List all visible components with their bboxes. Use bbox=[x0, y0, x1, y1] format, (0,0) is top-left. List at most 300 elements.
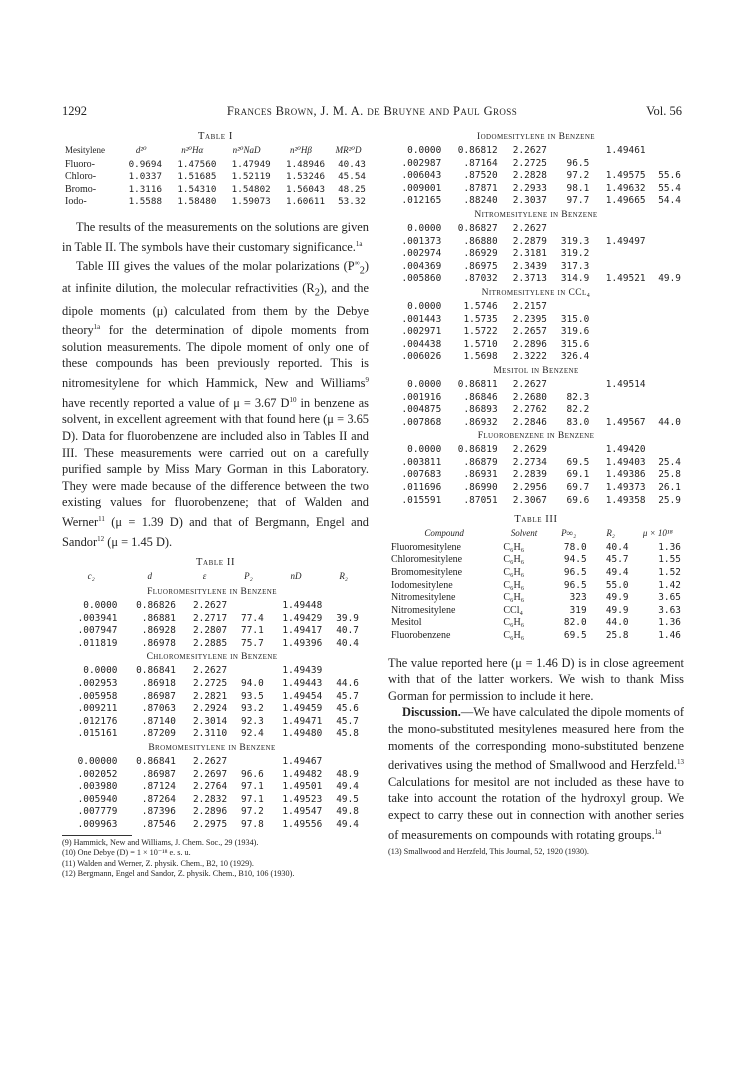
footnote-left-item: (11) Walden and Werner, Z. physik. Chem., B2, 10 (1929). bbox=[62, 858, 254, 868]
table2-cell bbox=[592, 301, 648, 314]
table2-cell bbox=[649, 404, 684, 417]
table2-cell: 55.6 bbox=[658, 170, 681, 182]
left-column bbox=[62, 130, 369, 880]
table1-cell: Chloro- bbox=[65, 171, 97, 183]
page-number: 1292 bbox=[62, 104, 87, 118]
table2-cell bbox=[592, 158, 648, 171]
table1-column-header: n²⁰Hα bbox=[181, 145, 204, 155]
table3-row bbox=[388, 592, 684, 605]
running-title: Frances Brown, J. M. A. de Bruyne and Paul Gross bbox=[226, 104, 518, 118]
table2-cell bbox=[592, 392, 648, 405]
table2-row bbox=[62, 678, 362, 691]
table3-cell: 1.52 bbox=[658, 567, 681, 579]
table2-cell: 2.2627 bbox=[192, 756, 228, 767]
table2-cell bbox=[592, 339, 648, 352]
table2-column-header: P₂ bbox=[244, 571, 253, 582]
table2-cell bbox=[592, 223, 648, 236]
table3-cell: 82.0 bbox=[563, 617, 587, 629]
table2-cell: 2.2395 bbox=[512, 313, 547, 325]
table2-row bbox=[388, 351, 684, 364]
table2-cell: 2.3439 bbox=[512, 260, 547, 272]
table2-group-row bbox=[62, 741, 362, 756]
table2-cell bbox=[649, 339, 684, 352]
table3-row bbox=[388, 580, 684, 593]
table2-cell: 69.1 bbox=[566, 469, 590, 481]
table2-cell: 2.2725 bbox=[192, 678, 228, 690]
table2-cell bbox=[592, 248, 648, 261]
table2-cell: .86990 bbox=[463, 482, 498, 494]
table2-cell: 1.49443 bbox=[282, 678, 323, 690]
table2-cell: .005958 bbox=[77, 690, 118, 702]
page-header bbox=[62, 104, 682, 122]
table2-cell: 1.49459 bbox=[282, 703, 323, 715]
footnote-13: (13) Smallwood and Herzfeld, This Journal, 52, 1920 (1930). bbox=[388, 847, 589, 857]
table2-group-title: Nitromesitylene in CCl₄ bbox=[481, 287, 591, 298]
results-paragraph: The results of the measurements on the solutions are given in Table II. The symbols have their customary significance.$^{1a}$ bbox=[62, 219, 369, 254]
table2-cell: .86929 bbox=[463, 248, 498, 260]
table2-cell: 315.0 bbox=[560, 313, 590, 325]
right-column bbox=[388, 130, 684, 858]
table2-cell bbox=[649, 314, 684, 327]
table2-cell: .009211 bbox=[77, 703, 118, 715]
table2-row bbox=[62, 691, 362, 704]
table2-cell bbox=[550, 444, 592, 457]
table3-row bbox=[388, 605, 684, 618]
table1 bbox=[62, 144, 369, 209]
table2-cell: 2.2627 bbox=[512, 222, 547, 234]
table2-cell: 2.2879 bbox=[512, 235, 547, 247]
table2-group-row bbox=[62, 650, 362, 665]
table2-cell: 2.2975 bbox=[192, 818, 228, 830]
table2-cell bbox=[649, 145, 684, 158]
table2-cell: 2.2896 bbox=[192, 806, 228, 818]
table2-cell: 1.49420 bbox=[605, 444, 646, 456]
table2-cell: 1.49373 bbox=[605, 482, 646, 494]
table2-cell bbox=[550, 223, 592, 236]
table2-cell: .001443 bbox=[401, 313, 442, 325]
table2-cell: 2.3181 bbox=[512, 248, 547, 260]
table2-cell: .86846 bbox=[463, 391, 498, 403]
table2-cell: 2.2680 bbox=[512, 391, 547, 403]
table3-column-header: Compound bbox=[424, 528, 464, 539]
table3-cell: 49.4 bbox=[605, 567, 629, 579]
table2-row bbox=[62, 769, 362, 782]
table2-cell bbox=[649, 236, 684, 249]
table2-cell: 1.49396 bbox=[282, 637, 323, 649]
table2-cell: 1.49514 bbox=[605, 378, 646, 390]
table2-cell bbox=[592, 314, 648, 327]
table2-row bbox=[62, 806, 362, 819]
table2-cell bbox=[550, 379, 592, 392]
table3-cell: 1.42 bbox=[658, 579, 681, 591]
table2-cell: 69.7 bbox=[566, 482, 590, 494]
table2-cell bbox=[230, 756, 267, 769]
table2-row bbox=[388, 145, 684, 158]
table2-cell: 2.2725 bbox=[512, 157, 547, 169]
footnote-left-item: (10) One Debye (D) = 1 × 10⁻¹⁸ e. s. u. bbox=[62, 848, 191, 858]
table2-cell: 1.49497 bbox=[605, 235, 646, 247]
table2-cell: 0.86811 bbox=[457, 378, 498, 390]
table2-cell: .007947 bbox=[77, 625, 118, 637]
table2-row bbox=[62, 703, 362, 716]
table2-cell: 2.2821 bbox=[192, 690, 228, 702]
table2-cell: 1.49417 bbox=[282, 625, 323, 637]
table2-cell: 45.7 bbox=[336, 715, 359, 727]
table2-cell: 2.2157 bbox=[512, 300, 547, 312]
table2-cell: .86879 bbox=[463, 456, 498, 468]
table2-cell: 2.2627 bbox=[512, 378, 547, 390]
table2-cell: 0.00000 bbox=[77, 756, 118, 767]
table3-cell: 1.55 bbox=[658, 554, 681, 566]
table2-cell: 1.49403 bbox=[605, 456, 646, 468]
table2-cell: 45.6 bbox=[336, 703, 359, 715]
table2-cell: .007779 bbox=[77, 806, 118, 818]
table2-row bbox=[388, 495, 684, 508]
table2-cell: .004369 bbox=[401, 260, 442, 272]
table1-cell: 0.9694 bbox=[128, 158, 163, 170]
table2-cell: 2.2933 bbox=[512, 182, 547, 194]
table3-cell: C₆H₆ bbox=[503, 617, 525, 629]
table2-cell: 49.5 bbox=[336, 793, 359, 805]
table1-column-header: Mesitylene bbox=[65, 145, 105, 155]
table2-row bbox=[62, 625, 362, 638]
table2-cell: 45.8 bbox=[336, 728, 359, 740]
table3-cell: 319 bbox=[569, 604, 587, 616]
table2-cell: .86932 bbox=[463, 416, 498, 428]
table2-cell: 93.2 bbox=[241, 703, 264, 715]
table1-cell: 1.53246 bbox=[286, 171, 326, 183]
table2-cell: 49.4 bbox=[336, 781, 359, 793]
table2-cell: .009001 bbox=[401, 182, 442, 194]
table2-cell: .002987 bbox=[401, 157, 442, 169]
table2-group-row bbox=[388, 208, 684, 223]
table2-cell: .011819 bbox=[77, 637, 118, 649]
table3-cell: C₆H₆ bbox=[503, 541, 525, 553]
table2-cell bbox=[649, 379, 684, 392]
table3-row bbox=[388, 542, 684, 555]
table2-cell: .009963 bbox=[77, 818, 118, 830]
footnotes-left bbox=[62, 838, 369, 880]
table2-column-header: c₂ bbox=[87, 571, 95, 582]
table2-group-row bbox=[388, 130, 684, 145]
table2-cell: 25.9 bbox=[658, 494, 681, 506]
table2-cell: 1.49501 bbox=[282, 781, 323, 793]
table2-row bbox=[388, 417, 684, 430]
table2-group-title: Mesitol in Benzene bbox=[493, 365, 579, 376]
table2-cell: 39.9 bbox=[336, 612, 359, 624]
table2-cell bbox=[649, 261, 684, 274]
table2-cell bbox=[592, 326, 648, 339]
table2-cell: 2.3067 bbox=[512, 494, 547, 506]
table2-cell: 0.0000 bbox=[407, 300, 442, 312]
table2-cell bbox=[649, 444, 684, 457]
table2-cell: 1.49547 bbox=[282, 806, 323, 818]
table2-row bbox=[388, 158, 684, 171]
table2-cell: 55.4 bbox=[658, 182, 681, 194]
table3-cell: 69.5 bbox=[563, 630, 587, 641]
table2-cell: 314.9 bbox=[560, 273, 590, 285]
table2-group-title: Chloromesitylene in Benzene bbox=[146, 652, 278, 663]
table2-cell bbox=[325, 756, 362, 769]
table2-cell: .86881 bbox=[141, 612, 176, 624]
table2-cell: .86978 bbox=[141, 637, 176, 649]
table2-cell: 54.4 bbox=[658, 195, 681, 207]
table2-cell: .87871 bbox=[463, 182, 498, 194]
table2-cell: .87032 bbox=[463, 273, 498, 285]
table2-cell: 0.86841 bbox=[136, 756, 176, 767]
footnote-rule bbox=[62, 835, 132, 836]
table2-cell: 2.2627 bbox=[192, 665, 228, 677]
table2-cell: 97.1 bbox=[241, 793, 264, 805]
table3-cell: 3.63 bbox=[658, 604, 681, 616]
table2-cell bbox=[649, 392, 684, 405]
table2-cell: 25.8 bbox=[658, 469, 681, 481]
table3-cell: 40.4 bbox=[605, 541, 629, 553]
table3-cell: Bromomesitylene bbox=[391, 567, 463, 579]
table2-cell: .87209 bbox=[141, 728, 176, 740]
table3-cell: C₆H₆ bbox=[503, 630, 525, 641]
table2-cell: 1.49467 bbox=[282, 756, 323, 767]
table2-cell: 1.49482 bbox=[282, 768, 323, 780]
table3-cell: Fluoromesitylene bbox=[391, 541, 461, 553]
table2-cell: 2.2885 bbox=[192, 637, 228, 649]
table3-paragraph: Table III gives the values of the molar polarizations $(P^\infty_2)$ at infinite dilution, the molecular refractivities $(R_2)$, and the dipole moments (μ) calculated from them by the Debye theory$^{1a}$ for the determination of dipole moments from solution measurements. The dipole moment of only one of these compounds has been previously reported. This is nitromesitylene for which Hammick, New and Williams$^9$ have recently reported a value of μ = 3.67 $D^{10}$ in benzene as solvent, in excellent agreement with that found here (μ = 3.65 D). Data for fluorobenzene are included also in Tables II and III. These measurements were carried out on a carefully purified sample by Miss Mary Gorman in this Laboratory. They were made because of the difference between the two existing values for fluorobenzene; that of Walden and Werner$^{11}$ (μ = 1.39 D) and that of Bergmann, Engel and Sandor$^{12}$ (μ = 1.45 D). bbox=[62, 259, 369, 549]
table2-cell bbox=[649, 301, 684, 314]
table2-cell: .005860 bbox=[401, 273, 442, 285]
table2-row bbox=[388, 339, 684, 352]
table2-cell: 1.49358 bbox=[605, 494, 646, 506]
table1-cell: 40.43 bbox=[338, 158, 366, 170]
table3-cell: 94.5 bbox=[563, 554, 587, 566]
table2-cell: 1.5746 bbox=[463, 300, 498, 312]
table2-row bbox=[388, 183, 684, 196]
table2-column-header: d bbox=[147, 571, 152, 582]
table2-cell: 49.8 bbox=[336, 806, 359, 818]
table2-cell: 2.2657 bbox=[512, 326, 547, 338]
table2-cell: 0.0000 bbox=[83, 665, 118, 677]
table2-cell: .87264 bbox=[141, 793, 176, 805]
table2-cell: 1.49665 bbox=[605, 195, 646, 207]
table2-cell: .86987 bbox=[141, 690, 176, 702]
table2-cell bbox=[325, 600, 362, 613]
table3-cell: 55.0 bbox=[605, 579, 629, 591]
table2-cell bbox=[592, 404, 648, 417]
table2-cell bbox=[550, 145, 592, 158]
table1-column-header: MR²⁰D bbox=[335, 145, 362, 155]
table2-cell: 1.49480 bbox=[282, 728, 323, 740]
table2-cell: 82.3 bbox=[566, 391, 590, 403]
table2-cell: 1.49575 bbox=[605, 170, 646, 182]
table2-row bbox=[388, 195, 684, 208]
table2-column-header: R₂ bbox=[339, 571, 348, 582]
table2-group-title: Nitromesitylene in Benzene bbox=[474, 209, 598, 220]
table2-cell: 0.86812 bbox=[457, 145, 498, 156]
table1-cell: 1.54802 bbox=[231, 183, 271, 195]
table2-cell: 97.2 bbox=[566, 170, 590, 182]
table2-row bbox=[388, 457, 684, 470]
table2-cell: .87063 bbox=[141, 703, 176, 715]
table1-cell: 1.0337 bbox=[128, 171, 163, 183]
table2-row bbox=[62, 781, 362, 794]
table2-cell: .007868 bbox=[401, 416, 442, 428]
table3-cell: 1.36 bbox=[658, 541, 681, 553]
table3-row bbox=[388, 554, 684, 567]
table1-cell: Iodo- bbox=[65, 196, 87, 208]
table2-cell: 319.2 bbox=[560, 248, 590, 260]
table1-cell: 1.60611 bbox=[286, 196, 326, 208]
table2-cell: 0.0000 bbox=[407, 222, 442, 234]
table2-row bbox=[388, 482, 684, 495]
table3-cell: 1.46 bbox=[658, 630, 681, 641]
table3-cell: Iodomesitylene bbox=[391, 579, 453, 591]
table2-row bbox=[388, 261, 684, 274]
table3-cell: Chloromesitylene bbox=[391, 554, 463, 566]
table2-cell: .004438 bbox=[401, 338, 442, 350]
table3-cell: 25.8 bbox=[605, 630, 629, 641]
table3-row bbox=[388, 617, 684, 630]
table2-group-title: Bromomesitylene in Benzene bbox=[148, 743, 276, 753]
table2-row bbox=[62, 638, 362, 651]
table3-cell: 45.7 bbox=[605, 554, 629, 566]
table2-cell: 0.86841 bbox=[136, 665, 176, 677]
table2-cell: 48.9 bbox=[336, 768, 359, 780]
table2-cell: .003941 bbox=[77, 612, 118, 624]
table2-cell: 44.6 bbox=[336, 678, 359, 690]
table2-cell: .012165 bbox=[401, 195, 442, 207]
table2-cell bbox=[230, 665, 267, 678]
table2-cell bbox=[649, 248, 684, 261]
table1-caption: Table I bbox=[197, 131, 233, 142]
table2-cell: 97.1 bbox=[241, 781, 264, 793]
table3-cell: 78.0 bbox=[563, 541, 587, 553]
table2-cell: 0.86827 bbox=[457, 222, 498, 234]
table2-cell: .001373 bbox=[401, 235, 442, 247]
table2-cell: 98.1 bbox=[566, 182, 590, 194]
table2-cell: 40.7 bbox=[336, 625, 359, 637]
table2-group-title: Fluoromesitylene in Benzene bbox=[147, 587, 277, 598]
table2-cell: 92.4 bbox=[241, 728, 264, 740]
table3-cell: CCl₄ bbox=[503, 604, 523, 616]
table2-cell: 93.5 bbox=[241, 690, 264, 702]
table2-cell: 2.3713 bbox=[512, 273, 547, 285]
table2-cell: 69.6 bbox=[566, 494, 590, 506]
table2-row bbox=[388, 223, 684, 236]
table2-row bbox=[62, 794, 362, 807]
table2-group-title: Iodomesitylene in Benzene bbox=[477, 132, 595, 142]
table1-cell: 1.54310 bbox=[177, 183, 217, 195]
table2-row bbox=[388, 248, 684, 261]
table2-row bbox=[388, 236, 684, 249]
table2-cell: 0.0000 bbox=[407, 444, 442, 456]
table2-cell: 2.2924 bbox=[192, 703, 228, 715]
table2-cell: 0.0000 bbox=[407, 378, 442, 390]
table2-part-right bbox=[388, 130, 684, 507]
table2-caption: Table II bbox=[195, 557, 236, 569]
table2-cell: 1.5710 bbox=[463, 338, 498, 350]
table2-cell: .001916 bbox=[401, 391, 442, 403]
table2-cell: 2.2717 bbox=[192, 612, 228, 624]
table3-column-header: P∞₂ bbox=[561, 528, 577, 539]
table2-cell: 1.49632 bbox=[605, 182, 646, 194]
table1-row bbox=[62, 159, 369, 172]
table1-cell: 45.54 bbox=[338, 171, 366, 183]
table3-cell: 49.9 bbox=[605, 592, 629, 604]
table3-cell: 1.36 bbox=[658, 617, 681, 629]
table2-cell: .015161 bbox=[77, 728, 118, 740]
table2-column-header: ε bbox=[202, 571, 207, 582]
table2-cell: 82.2 bbox=[566, 404, 590, 416]
table2-cell: .003980 bbox=[77, 781, 118, 793]
table2-cell: 49.4 bbox=[336, 818, 359, 830]
table2-cell: 2.3037 bbox=[512, 195, 547, 207]
table1-cell: 1.47560 bbox=[177, 158, 217, 170]
table2-row bbox=[388, 326, 684, 339]
table2-cell: .012176 bbox=[77, 715, 118, 727]
table2-cell: .002953 bbox=[77, 678, 118, 690]
table2-cell: 2.2697 bbox=[192, 768, 228, 780]
table2-row bbox=[388, 469, 684, 482]
table2-cell: 1.49454 bbox=[282, 690, 323, 702]
table2-cell: .86918 bbox=[141, 678, 176, 690]
table2-cell: 1.5698 bbox=[463, 351, 498, 363]
table1-cell: 1.59073 bbox=[231, 196, 271, 208]
table3-column-header: Solvent bbox=[510, 528, 538, 539]
table1-cell: 1.47949 bbox=[231, 158, 271, 170]
table2-cell: 1.49429 bbox=[282, 612, 323, 624]
table2-cell: 40.4 bbox=[336, 637, 359, 649]
table2-cell: 1.49471 bbox=[282, 715, 323, 727]
table2-cell: .87051 bbox=[463, 494, 498, 506]
table1-column-header: n²⁰Hβ bbox=[290, 145, 312, 155]
table2-cell: 96.5 bbox=[566, 157, 590, 169]
table2-cell: .86928 bbox=[141, 625, 176, 637]
table2-cell: .88240 bbox=[463, 195, 498, 207]
table2-cell: .002974 bbox=[401, 248, 442, 260]
table1-cell: 1.56043 bbox=[286, 183, 326, 195]
table2-row bbox=[62, 819, 362, 832]
table2-cell: 96.6 bbox=[241, 768, 264, 780]
table2-cell: 2.2832 bbox=[192, 793, 228, 805]
table1-cell: 53.32 bbox=[338, 196, 366, 208]
table3-cell: C₆H₆ bbox=[503, 579, 525, 591]
table2-cell: 2.2627 bbox=[512, 145, 547, 156]
table2-cell bbox=[649, 223, 684, 236]
table3-cell: Nitromesitylene bbox=[391, 604, 456, 616]
table2-cell: 49.9 bbox=[658, 273, 681, 285]
table1-cell: Fluoro- bbox=[65, 158, 95, 170]
volume-label: Vol. 56 bbox=[646, 104, 682, 118]
table2-cell: 97.8 bbox=[241, 818, 264, 830]
table2-cell: .015591 bbox=[401, 494, 442, 506]
table2-cell: 1.49567 bbox=[605, 416, 646, 428]
table2-cell: 326.4 bbox=[560, 351, 590, 363]
table2-cell bbox=[592, 351, 648, 364]
table3-cell: Mesitol bbox=[391, 617, 422, 629]
table2-cell: 45.7 bbox=[336, 690, 359, 702]
table1-cell: 1.5588 bbox=[128, 196, 163, 208]
table2-cell: 319.6 bbox=[560, 326, 590, 338]
discussion-paragraph: Discussion.—We have calculated the dipole moments of the mono-substituted mesitylenes measured here from the moments of the corresponding mono-substituted benzene derivatives using the method of Smallwood and Herzfeld.$^{13}$ Calculations for mesitol are not included as these have to take into account the rotation of the hydroxyl group. We expect to carry these out in connection with another series of measurements on compounds with rotating groups.$^{1a}$ bbox=[388, 705, 684, 842]
table2-cell: 2.2828 bbox=[512, 170, 547, 182]
table3-cell: Nitromesitylene bbox=[391, 592, 456, 604]
table2-group-row bbox=[388, 429, 684, 444]
table3-cell: C₆H₆ bbox=[503, 554, 525, 566]
table2-cell bbox=[649, 326, 684, 339]
table2-group-row bbox=[62, 585, 362, 600]
table2-cell: 69.5 bbox=[566, 456, 590, 468]
table2-cell: .011696 bbox=[401, 482, 442, 494]
table2-row bbox=[388, 273, 684, 286]
